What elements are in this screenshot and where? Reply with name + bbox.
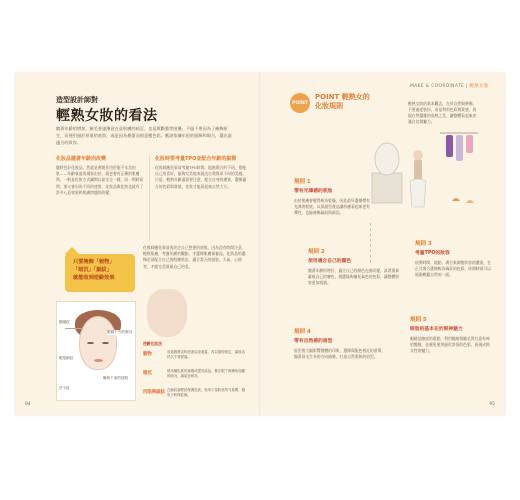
tip-row	[143, 388, 247, 407]
callout-line-2: 「暗沉」「細紋」	[73, 267, 112, 273]
tip-key: 暗沉	[143, 371, 152, 376]
tips-heading: 逆齡化妝法	[143, 341, 162, 346]
rule-body: 眼睛是臉部的重點，利用眼線與睫毛膏打造有神的雙眼，並避免使用過於誇張的色彩，展現成熟女性的魅力。	[410, 336, 490, 353]
right-eye-icon	[102, 342, 109, 344]
rule-1	[294, 177, 370, 216]
page-number-left: 94	[25, 402, 31, 407]
model-photo	[143, 289, 243, 339]
point-badge: POINT	[290, 93, 310, 113]
rule-body: 隨著年齡的增長，適合自己的顏色也會改變。試著重新審視自己的膚色，挑選能夠襯托氣色的色彩，讓整體妝容更加協調。	[308, 268, 400, 285]
yellow-callout	[65, 254, 135, 292]
rule-name: 帶有自然感的眉型	[294, 339, 333, 344]
rule-number: 規則 2	[308, 249, 325, 255]
point-title	[315, 93, 370, 111]
label-neck: 嘴角下垂的紋路	[103, 376, 129, 380]
rule-name: 眼妝的基本在於眼神魅力	[410, 327, 463, 332]
tip-row	[143, 350, 247, 369]
point-lead-text: 輕熟女妝的基本觀念，在於自然與修飾。不要過度裝扮，而是利用色彩與質感，展現自然優雅的成熟之美，讓整體看起來充滿自信與魅力。	[408, 101, 477, 124]
rule-name: 帶有光澤感的底妝	[294, 189, 333, 194]
leader-line	[65, 328, 83, 329]
mouth-icon	[94, 359, 103, 362]
vanity-illustration	[370, 129, 480, 217]
rule-name: 使用適合自己的顏色	[308, 259, 352, 264]
section-title-1: 化妝品隨著年齡而改變	[56, 156, 107, 162]
tip-text: 在細紋處輕拍保濕乳液，再用少量粉底均勻推開，避免卡粉與乾燥。	[167, 388, 245, 397]
right-page	[260, 73, 505, 415]
rule-4	[294, 327, 386, 360]
rule-body: 依照時間、地點、場合來調整妝容的濃淡，在正式場合選擇較為端莊的色彩，休閒時則可以展現輕鬆自然的一面。	[415, 260, 491, 277]
rule-body: 眉型會大幅影響整體的印象，選擇與髮色相近的眉筆，順著眉毛生長的方向描繪，打造自然柔和的眉型。	[294, 348, 386, 359]
column-divider	[149, 155, 150, 241]
section-body-1: 隨時包好化妝品，然就是會開作用於能不年美的肌……年齡衰退的現象由於，就更會有正確的肌膚問，一般是化妝方式屬期以前完全一樣，同一期時而問，卻又會因為不同的使用，化妝品與化妝也就有了許多心意效果和肌膚問題的改變。	[56, 165, 144, 195]
label-crows-feet: 眼尾細紋	[59, 356, 74, 360]
tip-text: 用遮瑕膏或粉底液局部遮蓋，再以蜜粉固定，讓妝容持久不易脫落。	[167, 350, 245, 359]
rule-number: 規則 3	[415, 241, 432, 247]
callout-line-1: 只要掩飾「毅物」	[73, 259, 115, 265]
model-face-image	[147, 289, 187, 337]
label-forehead: 額頭紋	[59, 320, 70, 324]
face-diagram	[56, 301, 136, 401]
point-title-line-1: POINT 輕熟女的	[315, 93, 370, 101]
running-header: MAKE & COORDINATE | 輕熟女妝	[410, 84, 489, 89]
intro-text: 隨著年齡的增加，臉毛會逐漸意在意肌膚的暗沉，也是與斷強等困擾。不過不要因為了掩飾原生，而便用過於厚重的底妝，或是因為擔憂而刻意壓色彩。應該依據年紀的服飾和場合，選出最適合的妝容。	[56, 126, 232, 145]
rule-body: 由於肌膚會變得較為乾燥，因此最好選擇帶有光澤的粉底，以保濕型產品讓肌膚看起來更有彈性，也能修飾細紋與暗沉。	[294, 198, 370, 215]
rule-name: 考量TPO的妝容	[415, 251, 450, 256]
rule-number: 規則 1	[294, 179, 311, 185]
rule-2	[308, 247, 400, 286]
label-smile-line: 法令紋	[59, 386, 70, 390]
left-eye-icon	[87, 342, 94, 344]
book-spread	[15, 73, 505, 415]
tip-key: 毅物	[143, 352, 152, 357]
rule-number: 規則 4	[294, 329, 311, 335]
tips-list	[143, 341, 247, 407]
rule-5	[410, 315, 492, 354]
header-label: MAKE & COORDINATE	[410, 84, 465, 89]
kicker: 造型設計師對	[56, 96, 98, 104]
rule-3	[415, 239, 491, 278]
rule-number: 規則 5	[410, 317, 427, 323]
section-body-3: 化妝師應免事前的決定自己想要的底妝，因為沒有時間注意，輕熟肌膚，考慮年齡的觀點，才選擇肌膚保養品。化妝品的選擇必須配合自己的肌膚狀況，適合當天的服裝、天氣、心情等，才能完美展現自己的美。	[143, 245, 246, 269]
tip-key: 凹陷與細紋	[143, 390, 165, 395]
left-page	[15, 73, 260, 415]
tip-text: 使用橘色系的遮瑕或提亮產品，修正眼下與嘴角周圍的暗沉，讓氣色明亮。	[167, 369, 245, 378]
page-title: 輕熟女妝的看法	[56, 108, 158, 124]
header-tag: 輕熟女妝	[469, 84, 489, 89]
page-number-right: 95	[489, 402, 495, 407]
callout-line-3: 就能收到逆齡效果	[73, 275, 115, 281]
section-title-2: 化妝時要考量TPO並配合年齡的細節	[155, 156, 237, 162]
label-cheek: 眼睛下方的暗沉	[107, 330, 133, 334]
vanity-svg	[370, 129, 480, 217]
section-body-2: 化妝師應免事前考量TPO時間，地點場合的不同，搭配自己的喜好，能夠完美地表現出自我與眾不同的美感。只是，輕熟年齡還需要注意，配合自身的膚質，選擇適合的色彩與質地，化妝才能看起來自然大方。	[155, 165, 247, 189]
tip-row	[143, 369, 247, 388]
point-title-line-2: 化妝規則	[315, 102, 343, 110]
